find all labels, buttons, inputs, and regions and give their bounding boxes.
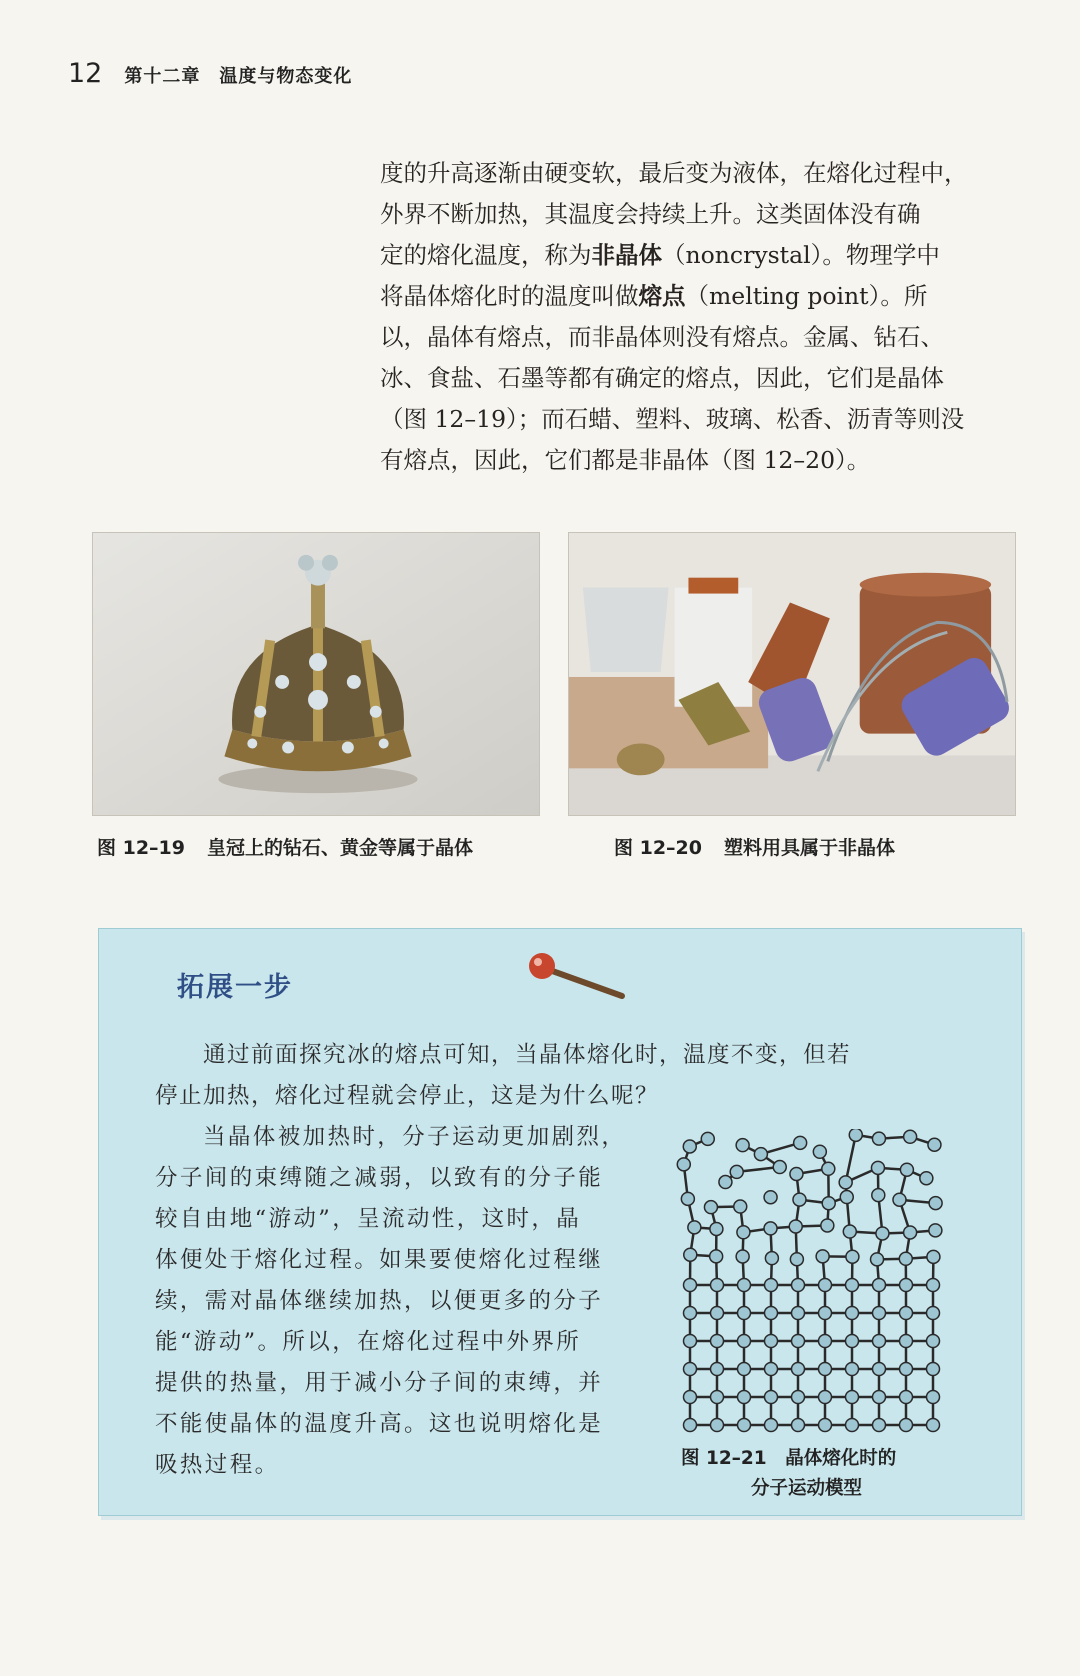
molecule-dot <box>738 1279 751 1292</box>
molecule-dot <box>819 1363 832 1376</box>
molecule-dot <box>765 1279 778 1292</box>
molecule-dot <box>816 1250 829 1263</box>
molecule-dot <box>927 1419 940 1432</box>
molecule-dot <box>737 1226 750 1239</box>
molecule-dot <box>736 1139 749 1152</box>
molecule-dot <box>927 1250 940 1263</box>
molecule-dot <box>873 1419 886 1432</box>
molecule-dot <box>893 1193 906 1206</box>
molecule-dot <box>927 1335 940 1348</box>
bond-line <box>846 1135 856 1182</box>
molecule-dot <box>754 1148 767 1161</box>
plastic-utensils-photo <box>568 532 1016 816</box>
molecule-dot <box>773 1161 786 1174</box>
molecular-model-diagram <box>674 1129 959 1454</box>
molecule-dot <box>846 1419 859 1432</box>
text-line: 续，需对晶体继续加热，以便更多的分子 <box>155 1288 604 1314</box>
molecule-dot <box>846 1363 859 1376</box>
molecule-dot <box>738 1335 751 1348</box>
molecule-dot <box>927 1307 940 1320</box>
caption-text: 塑料用具属于非晶体 <box>724 837 896 859</box>
figure-number: 图 12–21 <box>681 1448 767 1469</box>
molecule-dot <box>872 1132 885 1145</box>
molecule-dot <box>765 1335 778 1348</box>
molecule-dot <box>684 1391 697 1404</box>
molecule-dot <box>738 1307 751 1320</box>
molecule-dot <box>793 1193 806 1206</box>
text-line: 吸热过程。 <box>155 1452 280 1478</box>
text-line: 提供的热量，用于减小分子间的束缚，并 <box>155 1370 604 1396</box>
pin-icon <box>524 950 629 1005</box>
molecule-dot <box>688 1221 701 1234</box>
molecule-dot <box>822 1197 835 1210</box>
molecule-dot <box>711 1391 724 1404</box>
figure-caption <box>614 833 895 860</box>
figure-plastics <box>568 532 1016 816</box>
molecule-dot <box>813 1145 826 1158</box>
molecule-dot <box>822 1162 835 1175</box>
text-line: 当晶体被加热时，分子运动更加剧烈， <box>203 1124 627 1150</box>
molecule-dot <box>711 1363 724 1376</box>
molecule-dot <box>819 1335 832 1348</box>
molecule-dot <box>819 1391 832 1404</box>
molecule-dot <box>701 1132 714 1145</box>
molecule-dot <box>730 1165 743 1178</box>
molecule-dot <box>711 1307 724 1320</box>
molecule-dot <box>738 1391 751 1404</box>
molecule-dot <box>846 1250 859 1263</box>
molecule-dot <box>900 1335 913 1348</box>
molecule-dot <box>684 1307 697 1320</box>
molecule-dot <box>843 1225 856 1238</box>
text-line: 将晶体熔化时的温度叫做熔点（melting point）。所 <box>380 282 928 310</box>
molecule-dot <box>900 1419 913 1432</box>
text-line: 以，晶体有熔点，而非晶体则没有熔点。金属、钻石、 <box>380 323 944 351</box>
molecule-dot <box>900 1391 913 1404</box>
molecule-dot <box>873 1363 886 1376</box>
molecule-dot <box>792 1419 805 1432</box>
molecule-dot <box>821 1219 834 1232</box>
molecule-dot <box>764 1191 777 1204</box>
caption-text: 皇冠上的钻石、黄金等属于晶体 <box>207 837 474 859</box>
molecule-dot <box>904 1130 917 1143</box>
molecule-dot <box>920 1172 933 1185</box>
extension-title: 拓展一步 <box>177 972 293 1003</box>
molecule-dot <box>684 1335 697 1348</box>
molecule-dot <box>900 1163 913 1176</box>
molecule-dot <box>839 1176 852 1189</box>
extension-box <box>98 928 1022 1516</box>
molecule-dot <box>900 1279 913 1292</box>
figure-caption: 图 12–21 晶体熔化时的 分子运动模型 <box>681 1448 897 1499</box>
molecule-dot <box>765 1363 778 1376</box>
text-line: 较自由地“游动”，呈流动性，这时，晶 <box>155 1206 582 1232</box>
molecule-dot <box>765 1391 778 1404</box>
molecule-dot <box>710 1222 723 1235</box>
molecule-dot <box>764 1222 777 1235</box>
text-line: 度的升高逐渐由硬变软，最后变为液体，在熔化过程中， <box>380 159 968 187</box>
molecule-dot <box>684 1363 697 1376</box>
molecule-dot <box>738 1363 751 1376</box>
molecule-dot <box>846 1279 859 1292</box>
body-paragraph <box>380 153 1020 481</box>
term-noncrystal: 非晶体 <box>591 241 662 269</box>
molecule-dot <box>846 1335 859 1348</box>
molecule-dot <box>900 1307 913 1320</box>
molecule-dot <box>900 1363 913 1376</box>
molecule-dot <box>871 1161 884 1174</box>
molecule-dot <box>734 1200 747 1213</box>
molecule-dot <box>792 1363 805 1376</box>
molecule-dot <box>710 1250 723 1263</box>
figure-caption <box>97 833 473 860</box>
molecule-dot <box>790 1253 803 1266</box>
text-line: 不能使晶体的温度升高。这也说明熔化是 <box>155 1411 604 1437</box>
molecule-dot <box>792 1335 805 1348</box>
molecule-dot <box>677 1158 690 1171</box>
molecule-dot <box>927 1279 940 1292</box>
molecule-dot <box>711 1279 724 1292</box>
molecule-dot <box>819 1419 832 1432</box>
molecule-dot <box>684 1248 697 1261</box>
molecule-dot <box>790 1167 803 1180</box>
molecule-dot <box>794 1136 807 1149</box>
text-line: 冰、食盐、石墨等都有确定的熔点，因此，它们是晶体 <box>380 364 944 392</box>
text-line: （图 12–19）；而石蜡、塑料、玻璃、松香、沥青等则没 <box>380 405 965 433</box>
molecule-dot <box>789 1220 802 1233</box>
text-line: 停止加热，熔化过程就会停止，这是为什么呢？ <box>155 1083 660 1109</box>
molecule-dot <box>765 1307 778 1320</box>
molecule-dot <box>927 1391 940 1404</box>
molecule-dot <box>927 1363 940 1376</box>
text-line: 定的熔化温度，称为非晶体（noncrystal）。物理学中 <box>380 241 940 269</box>
figure-number: 图 12–20 <box>614 837 702 859</box>
molecule-dot <box>873 1335 886 1348</box>
molecule-dot <box>873 1391 886 1404</box>
chapter-title: 第十二章 温度与物态变化 <box>124 66 353 87</box>
molecule-dot <box>876 1227 889 1240</box>
molecule-dot <box>899 1252 912 1265</box>
molecule-dot <box>872 1189 885 1202</box>
text-line: 通过前面探究冰的熔点可知，当晶体熔化时，温度不变，但若 <box>203 1042 852 1068</box>
molecule-dot <box>711 1335 724 1348</box>
text-line: 能“游动”。所以，在熔化过程中外界所 <box>155 1329 582 1355</box>
molecule-dot <box>684 1419 697 1432</box>
molecule-dot <box>819 1307 832 1320</box>
term-melting-point: 熔点 <box>638 282 686 310</box>
molecule-dot <box>846 1307 859 1320</box>
molecule-dot <box>840 1191 853 1204</box>
molecule-dot <box>849 1129 862 1141</box>
page-number: 12 <box>68 58 103 89</box>
extension-explanation <box>155 1117 675 1486</box>
molecule-dot <box>765 1252 778 1265</box>
text-line: 体便处于熔化过程。如果要使熔化过程继 <box>155 1247 604 1273</box>
text-line: 有熔点，因此，它们都是非晶体（图 12–20）。 <box>380 446 871 474</box>
molecule-dot <box>684 1279 697 1292</box>
molecule-dot <box>873 1279 886 1292</box>
molecule-dot <box>871 1253 884 1266</box>
molecule-dot <box>765 1419 778 1432</box>
molecule-dot <box>929 1197 942 1210</box>
molecule-dot <box>792 1279 805 1292</box>
molecule-dot <box>819 1279 832 1292</box>
molecule-dot <box>846 1391 859 1404</box>
molecule-dot <box>873 1307 886 1320</box>
molecule-dot <box>736 1250 749 1263</box>
page-header <box>68 58 352 89</box>
molecule-dot <box>683 1140 696 1153</box>
molecule-dot <box>792 1307 805 1320</box>
molecule-dot <box>929 1224 942 1237</box>
molecule-dot <box>904 1226 917 1239</box>
figure-crown <box>92 532 540 816</box>
crown-photo <box>92 532 540 816</box>
molecule-dot <box>681 1192 694 1205</box>
molecule-dot <box>704 1201 717 1214</box>
text-line: 外界不断加热，其温度会持续上升。这类固体没有确 <box>380 200 921 228</box>
figure-number: 图 12–19 <box>97 837 185 859</box>
extension-question <box>155 1035 965 1117</box>
molecule-dot <box>711 1419 724 1432</box>
molecule-dot <box>792 1391 805 1404</box>
molecule-dot <box>738 1419 751 1432</box>
text-line: 分子间的束缚随之减弱，以致有的分子能 <box>155 1165 604 1191</box>
molecule-dot <box>928 1138 941 1151</box>
molecule-dot <box>719 1176 732 1189</box>
